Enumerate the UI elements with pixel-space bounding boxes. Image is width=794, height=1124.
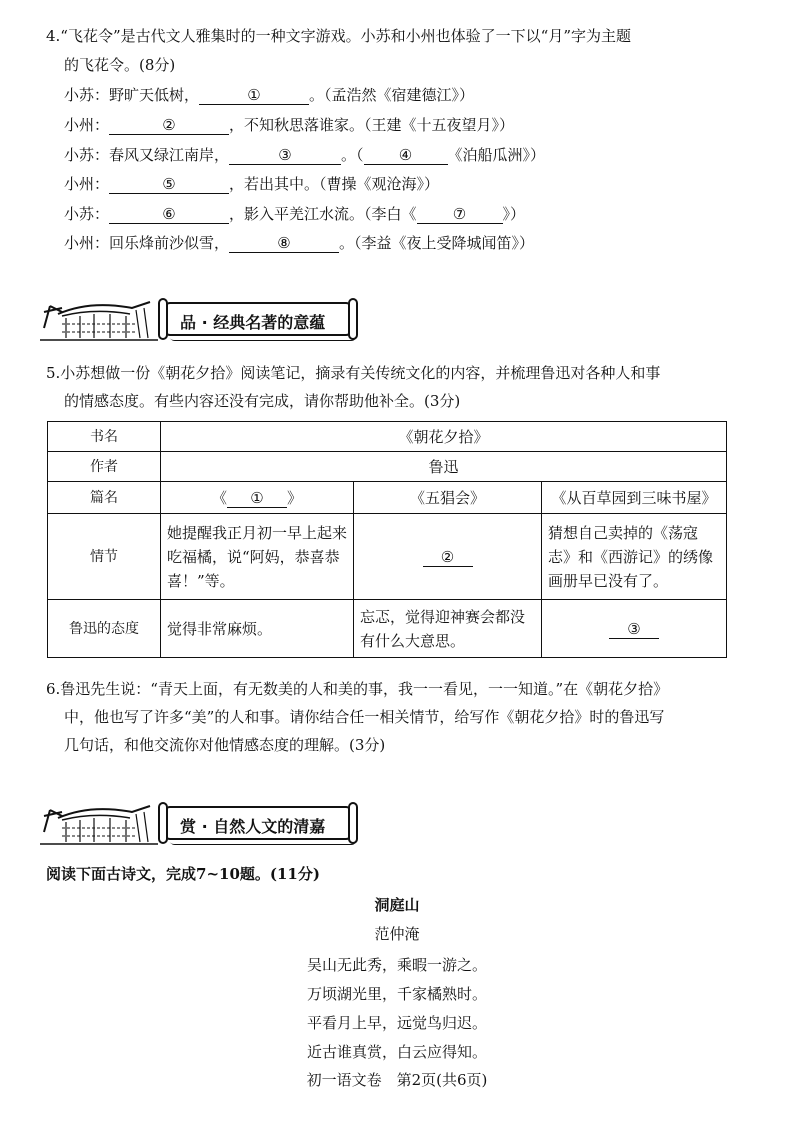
table-cell-attitude-1: 觉得非常麻烦。 [161,600,354,658]
q6-line1: 6.鲁迅先生说：“青天上面，有无数美的人和美的事，我一一看见，一一知道。”在《朝花夕拾》 [46,680,669,698]
table-cell-chapter-2: 《五猖会》 [354,482,542,514]
table-cell-attitude-2: 忘忑，觉得迎神赛会都没有什么大意思。 [354,600,542,658]
table-header-author: 作者 [48,452,161,482]
q4-row-5: 小苏： ⑥ ，影入平羌江水流。（李白《 ⑦ 》） [64,205,526,223]
table-cell-book: 《朝花夕拾》 [161,422,727,452]
table-header-plot: 情节 [48,514,161,600]
poem-line-4: 近古谁真赏，白云应得知。 [306,1043,487,1061]
table-cell-chapter-1: 《 ① 》 [161,482,354,514]
q5-stem-line2: 的情感态度。有些内容还没有完成，请你帮助他补全。(3分) [64,392,461,410]
answer-blank-2[interactable]: ② [109,116,229,135]
table-cell-chapter-3: 《从百草园到三味书屋》 [542,482,727,514]
poem-author: 范仲淹 [374,925,420,943]
table-cell-plot-1: 她提醒我正月初一早上起来吃福橘，说“阿妈，恭喜恭喜！”等。 [161,514,354,600]
table-header-attitude: 鲁迅的态度 [48,600,161,658]
poem-line-1: 吴山无此秀，乘暇一游之。 [306,956,487,974]
section-banner-nature [40,800,370,848]
answer-blank-1[interactable]: ① [199,86,309,105]
q4-row-2: 小州： ② ，不知秋思落谁家。（王建《十五夜望月》） [64,116,515,134]
answer-blank-8[interactable]: ⑧ [229,234,339,253]
section-title-scroll: 品 · 经典名著的意蕴 [164,302,352,336]
q4-row-6: 小州：回乐烽前沙似雪， ⑧ 。（李益《夜上受降城闻笛》） [64,234,535,252]
q4-row-1: 小苏：野旷天低树， ① 。（孟浩然《宿建德江》） [64,86,475,104]
table-cell-author: 鲁迅 [161,452,727,482]
pavilion-sketch-icon [40,298,158,342]
reading-notes-table [47,421,727,658]
q6-line3: 几句话，和他交流你对他情感态度的理解。(3分) [64,736,386,754]
section-banner-classics [40,296,370,344]
section-title-scroll: 赏 · 自然人文的清嘉 [164,806,352,840]
table-blank-2[interactable]: ② [423,548,473,567]
pavilion-sketch-icon [40,802,158,846]
answer-blank-6[interactable]: ⑥ [109,205,229,224]
answer-blank-7[interactable]: ⑦ [417,205,503,224]
q4-stem-line1: 4.“飞花令”是古代文人雅集时的一种文字游戏。小苏和小州也体验了一下以“月”字为主题 [46,27,631,45]
table-header-chapter: 篇名 [48,482,161,514]
answer-blank-5[interactable]: ⑤ [109,175,229,194]
page-footer: 初一语文卷 第2页(共6页) [306,1071,488,1089]
q4-stem-line2: 的飞花令。(8分) [64,56,176,74]
answer-blank-3[interactable]: ③ [229,146,341,165]
table-cell-attitude-3 [542,600,727,658]
table-header-book: 书名 [48,422,161,452]
table-blank-1[interactable]: ① [227,489,287,508]
poem-line-2: 万顷湖光里，千家橘熟时。 [306,985,487,1003]
table-cell-plot-3: 猜想自己卖掉的《荡寇志》和《西游记》的绣像画册早已没有了。 [542,514,727,600]
poem-line-3: 平看月上早，远觉鸟归迟。 [306,1014,487,1032]
answer-blank-4[interactable]: ④ [364,146,448,165]
q5-stem-line1: 5.小苏想做一份《朝花夕拾》阅读笔记，摘录有关传统文化的内容，并梳理鲁迅对各种人和事 [46,364,661,382]
table-blank-3[interactable]: ③ [609,620,659,639]
q4-row-4: 小州： ⑤ ，若出其中。（曹操《观沧海》） [64,175,440,193]
q4-row-3: 小苏：春风又绿江南岸， ③ 。（ ④ 《泊船瓜洲》） [64,146,546,164]
q6-line2: 中，他也写了许多“美”的人和事。请你结合任一相关情节，给写作《朝花夕拾》时的鲁迅写 [64,708,665,726]
table-cell-plot-2 [354,514,542,600]
poem-title: 洞庭山 [374,896,420,914]
reading-intro: 阅读下面古诗文，完成7~10题。(11分) [46,865,320,883]
